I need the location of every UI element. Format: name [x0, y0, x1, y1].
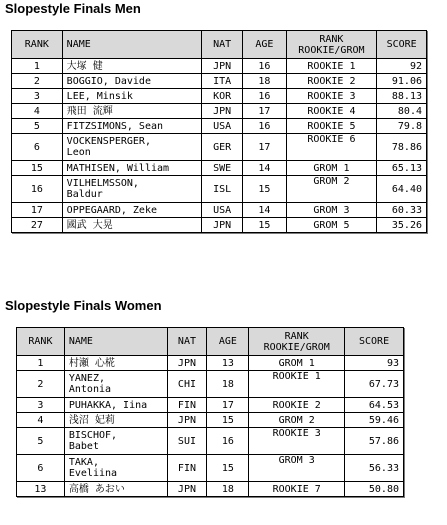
age-cell: 18 — [207, 371, 249, 398]
nationality-cell: JPN — [167, 356, 207, 371]
table-row — [17, 413, 404, 428]
age-header: AGE — [243, 31, 286, 59]
nationality-cell: JPN — [202, 218, 243, 233]
age-header: AGE — [207, 328, 249, 356]
athlete-name-cell — [62, 119, 201, 134]
athlete-name: 村瀬 心椛 — [68, 357, 115, 369]
score-cell: 92 — [377, 59, 427, 74]
age-cell: 14 — [243, 161, 286, 176]
score-cell: 50.80 — [345, 482, 404, 497]
rookie-grom-header-line-2: ROOKIE/GROM — [298, 44, 365, 56]
women-section-title: Slopestyle Finals Women — [5, 298, 162, 313]
age-cell: 15 — [243, 218, 286, 233]
table-row — [17, 398, 404, 413]
age-cell: 16 — [243, 59, 286, 74]
nationality-cell: USA — [202, 203, 243, 218]
rookie-grom-cell: GROM 5 — [286, 218, 377, 233]
table-row — [12, 74, 427, 89]
rookie-grom-header-line-1: RANK — [284, 330, 309, 342]
table-row — [12, 134, 427, 161]
nationality-cell: SWE — [202, 161, 243, 176]
score-cell: 60.33 — [377, 203, 427, 218]
rank-cell: 5 — [12, 119, 63, 134]
score-cell: 79.8 — [377, 119, 427, 134]
athlete-name-cell — [64, 413, 167, 428]
rookie-grom-cell: ROOKIE 3 — [249, 428, 345, 455]
athlete-name-line-2: Babet — [68, 441, 99, 452]
athlete-name-line-2: Antonia — [68, 384, 112, 395]
athlete-name: LEE, Minsik — [66, 90, 133, 102]
nationality-cell: FIN — [167, 398, 207, 413]
age-cell: 18 — [207, 482, 249, 497]
athlete-name: BOGGIO, Davide — [66, 75, 151, 87]
rookie-grom-header — [249, 328, 345, 356]
rank-cell: 15 — [12, 161, 63, 176]
athlete-name-cell — [62, 89, 201, 104]
rookie-grom-cell: GROM 2 — [286, 176, 377, 203]
nationality-cell: USA — [202, 119, 243, 134]
age-cell: 15 — [243, 176, 286, 203]
athlete-name: TAKA, — [68, 457, 99, 468]
score-cell: 35.26 — [377, 218, 427, 233]
rank-cell: 2 — [17, 371, 65, 398]
rookie-grom-header-line-1: RANK — [319, 33, 344, 45]
table-row — [12, 59, 427, 74]
rank-cell: 1 — [12, 59, 63, 74]
score-cell: 64.40 — [377, 176, 427, 203]
rookie-grom-cell: ROOKIE 4 — [286, 104, 377, 119]
age-cell: 17 — [243, 134, 286, 161]
nationality-cell: FIN — [167, 455, 207, 482]
athlete-name: VOCKENSPERGER, — [66, 136, 151, 147]
athlete-name: 浅沼 妃莉 — [68, 414, 115, 426]
athlete-name: PUHAKKA, Iina — [68, 399, 148, 411]
table-row — [12, 161, 427, 176]
athlete-name-cell — [64, 455, 167, 482]
name-header: NAME — [64, 328, 167, 356]
age-cell: 15 — [207, 413, 249, 428]
table-row — [17, 371, 404, 398]
age-cell: 14 — [243, 203, 286, 218]
athlete-name-cell — [64, 398, 167, 413]
nationality-cell: ISL — [202, 176, 243, 203]
table-row — [12, 119, 427, 134]
score-cell: 59.46 — [345, 413, 404, 428]
athlete-name: 高橋 あおい — [68, 483, 125, 495]
nat-header: NAT — [167, 328, 207, 356]
nationality-cell: GER — [202, 134, 243, 161]
rookie-grom-cell: ROOKIE 2 — [286, 74, 377, 89]
rank-cell: 2 — [12, 74, 63, 89]
table-row — [12, 218, 427, 233]
athlete-name-cell — [62, 59, 201, 74]
rookie-grom-cell: GROM 1 — [249, 356, 345, 371]
athlete-name-cell — [64, 482, 167, 497]
athlete-name-cell — [62, 203, 201, 218]
men-section-title: Slopestyle Finals Men — [5, 1, 141, 16]
athlete-name-cell — [64, 428, 167, 455]
rookie-grom-cell: GROM 3 — [286, 203, 377, 218]
nationality-cell: JPN — [167, 413, 207, 428]
table-row — [17, 482, 404, 497]
score-cell: 67.73 — [345, 371, 404, 398]
rookie-grom-cell: ROOKIE 3 — [286, 89, 377, 104]
rookie-grom-cell: ROOKIE 7 — [249, 482, 345, 497]
rank-cell: 4 — [17, 413, 65, 428]
athlete-name: YANEZ, — [68, 373, 105, 384]
rookie-grom-cell: ROOKIE 5 — [286, 119, 377, 134]
nationality-cell: JPN — [167, 482, 207, 497]
score-header: SCORE — [377, 31, 427, 59]
rookie-grom-cell: GROM 2 — [249, 413, 345, 428]
nationality-cell: KOR — [202, 89, 243, 104]
athlete-name-cell — [62, 218, 201, 233]
athlete-name-cell — [62, 161, 201, 176]
athlete-name-cell — [62, 74, 201, 89]
rookie-grom-cell: GROM 3 — [249, 455, 345, 482]
score-header: SCORE — [345, 328, 404, 356]
nationality-cell: CHI — [167, 371, 207, 398]
athlete-name: VILHELMSSON, — [66, 178, 139, 189]
rank-cell: 6 — [17, 455, 65, 482]
table-row — [12, 176, 427, 203]
name-header: NAME — [62, 31, 201, 59]
rank-header: RANK — [12, 31, 63, 59]
age-cell: 18 — [243, 74, 286, 89]
men-results-table — [11, 30, 427, 233]
table-header-row — [12, 31, 427, 59]
age-cell: 17 — [243, 104, 286, 119]
table-row — [12, 89, 427, 104]
score-cell: 80.4 — [377, 104, 427, 119]
athlete-name-cell — [64, 371, 167, 398]
age-cell: 16 — [207, 428, 249, 455]
score-cell: 56.33 — [345, 455, 404, 482]
athlete-name: BISCHOF, — [68, 430, 118, 441]
women-results-table — [16, 327, 404, 497]
age-cell: 17 — [207, 398, 249, 413]
rookie-grom-cell: GROM 1 — [286, 161, 377, 176]
table-row — [17, 356, 404, 371]
score-cell: 93 — [345, 356, 404, 371]
athlete-name-line-2: Leon — [66, 147, 91, 158]
nat-header: NAT — [202, 31, 243, 59]
table-row — [12, 104, 427, 119]
score-cell: 91.06 — [377, 74, 427, 89]
table-row — [12, 203, 427, 218]
athlete-name: 飛田 流輝 — [66, 105, 113, 117]
nationality-cell: JPN — [202, 59, 243, 74]
athlete-name: MATHISEN, William — [66, 162, 170, 174]
age-cell: 15 — [207, 455, 249, 482]
rank-cell: 13 — [17, 482, 65, 497]
score-cell: 64.53 — [345, 398, 404, 413]
athlete-name: 國武 大晃 — [66, 219, 113, 231]
athlete-name: OPPEGAARD, Zeke — [66, 204, 157, 216]
athlete-name-line-2: Baldur — [66, 189, 103, 200]
athlete-name-cell — [62, 134, 201, 161]
athlete-name-cell — [62, 104, 201, 119]
rookie-grom-cell: ROOKIE 1 — [249, 371, 345, 398]
rank-cell: 6 — [12, 134, 63, 161]
athlete-name: FITZSIMONS, Sean — [66, 120, 163, 132]
athlete-name-cell — [62, 176, 201, 203]
score-cell: 78.86 — [377, 134, 427, 161]
athlete-name: 大塚 健 — [66, 60, 103, 72]
age-cell: 16 — [243, 119, 286, 134]
athlete-name-line-2: Eveliina — [68, 468, 118, 479]
rank-cell: 4 — [12, 104, 63, 119]
rookie-grom-header — [286, 31, 377, 59]
athlete-name-cell — [64, 356, 167, 371]
rank-cell: 17 — [12, 203, 63, 218]
rank-header: RANK — [17, 328, 65, 356]
rookie-grom-cell: ROOKIE 1 — [286, 59, 377, 74]
table-header-row — [17, 328, 404, 356]
rookie-grom-header-line-2: ROOKIE/GROM — [263, 341, 330, 353]
score-cell: 57.86 — [345, 428, 404, 455]
rank-cell: 27 — [12, 218, 63, 233]
rank-cell: 1 — [17, 356, 65, 371]
rank-cell: 3 — [12, 89, 63, 104]
table-row — [17, 428, 404, 455]
rookie-grom-cell: ROOKIE 6 — [286, 134, 377, 161]
rank-cell: 5 — [17, 428, 65, 455]
score-cell: 88.13 — [377, 89, 427, 104]
rank-cell: 3 — [17, 398, 65, 413]
nationality-cell: JPN — [202, 104, 243, 119]
table-row — [17, 455, 404, 482]
score-cell: 65.13 — [377, 161, 427, 176]
nationality-cell: ITA — [202, 74, 243, 89]
age-cell: 13 — [207, 356, 249, 371]
rank-cell: 16 — [12, 176, 63, 203]
rookie-grom-cell: ROOKIE 2 — [249, 398, 345, 413]
age-cell: 16 — [243, 89, 286, 104]
nationality-cell: SUI — [167, 428, 207, 455]
